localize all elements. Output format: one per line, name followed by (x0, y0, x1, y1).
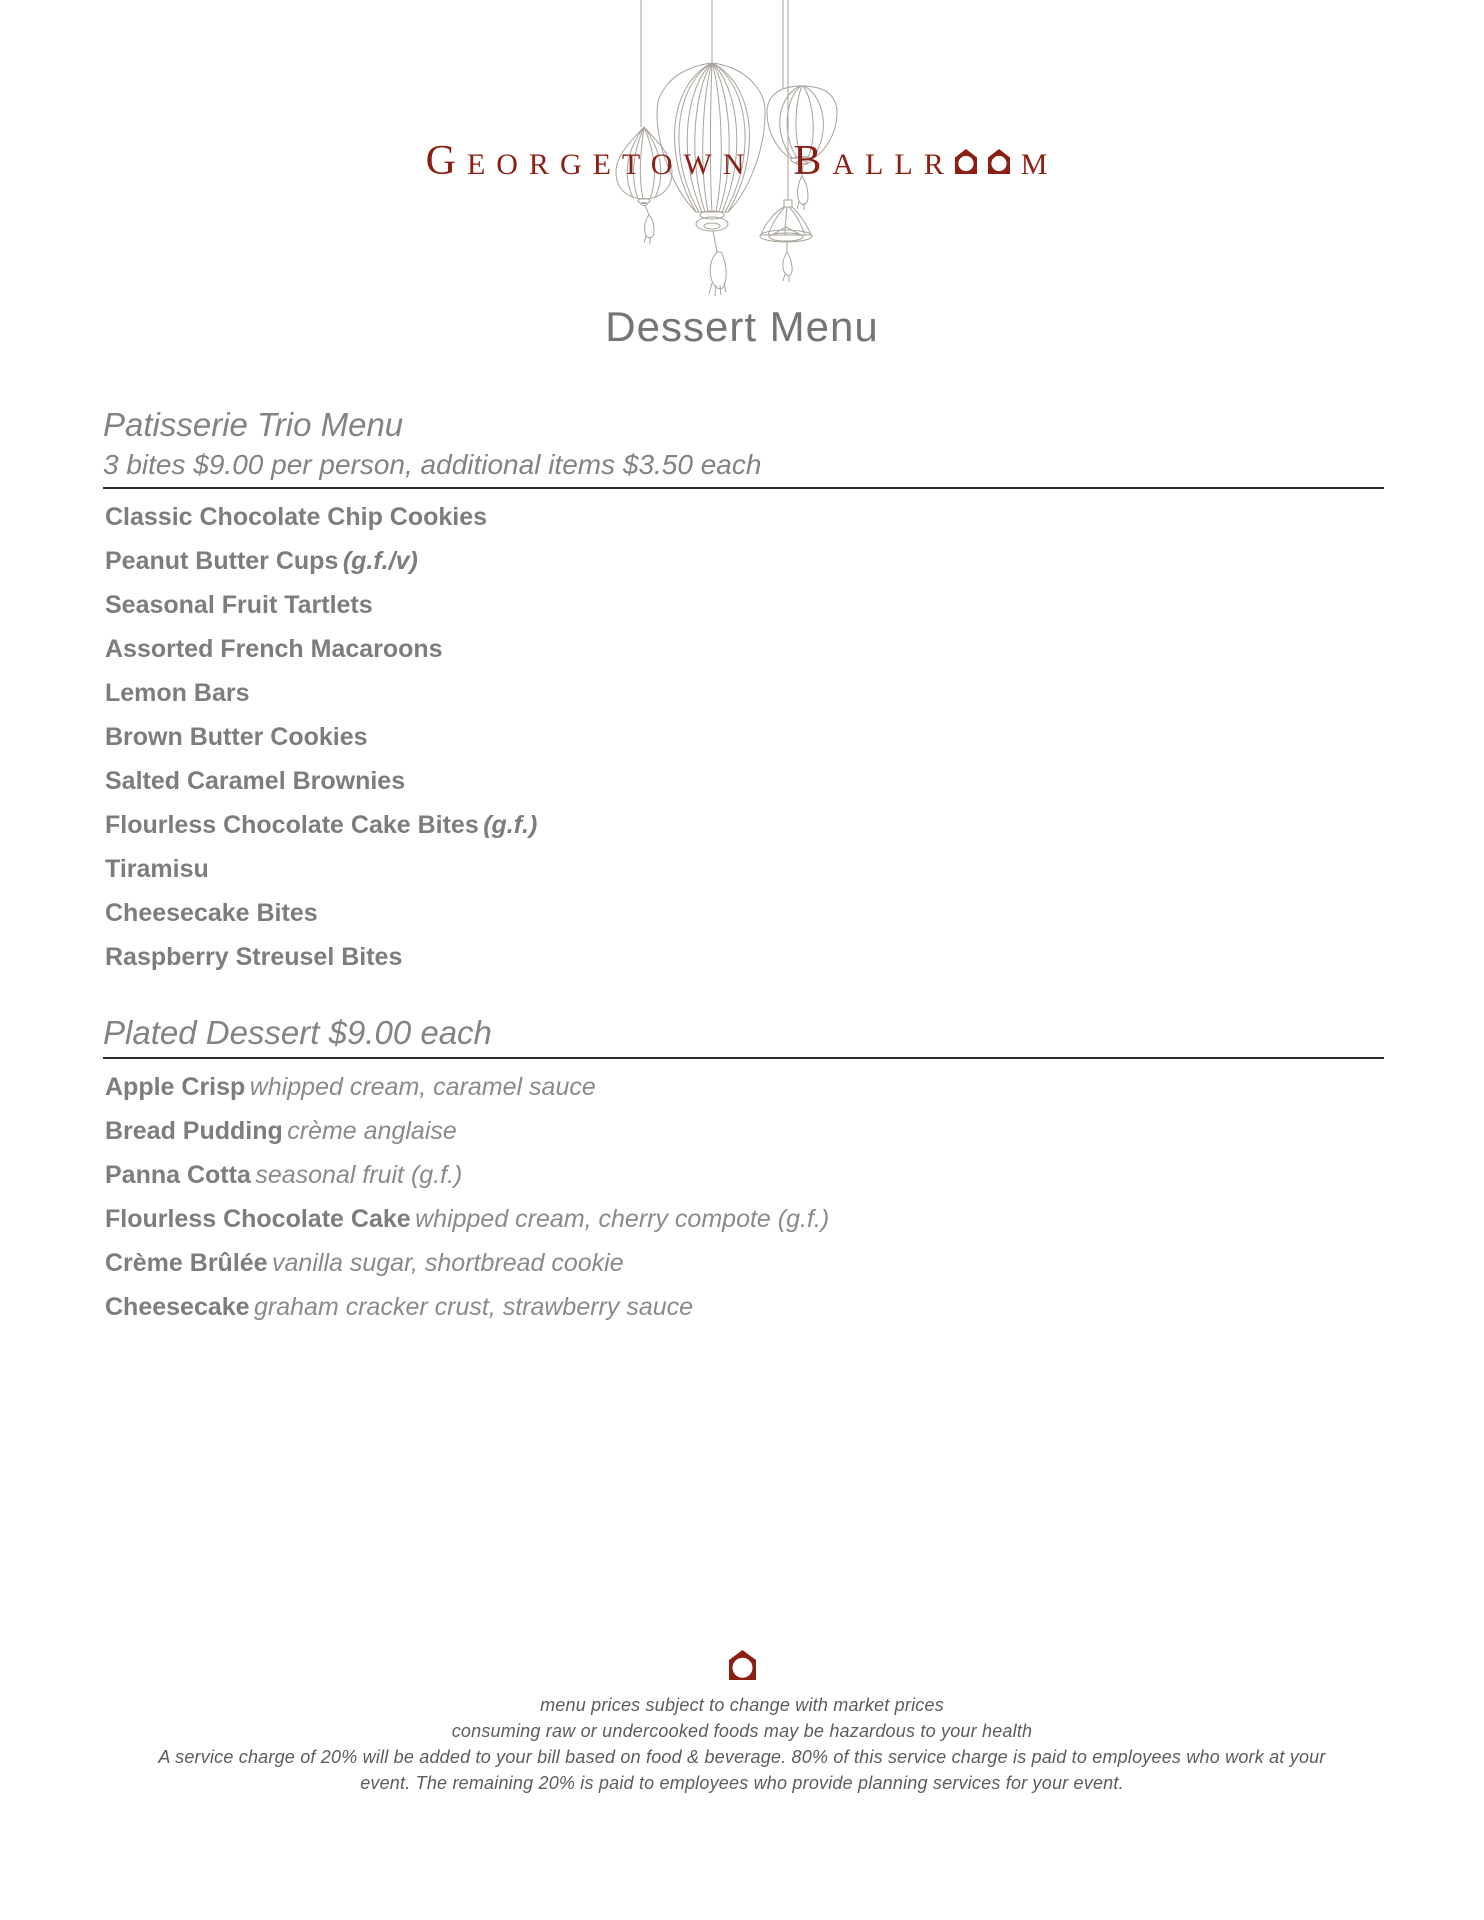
menu-item-list (105, 497, 1384, 981)
logo-word2-initial: B (793, 138, 833, 184)
section-divider (103, 1057, 1384, 1059)
menu-item-name: Panna Cotta (105, 1161, 251, 1189)
menu-item (105, 1067, 1384, 1111)
footer-disclaimer-line: menu prices subject to change with market prices (540, 1695, 944, 1715)
menu-item-description: seasonal fruit (g.f.) (255, 1161, 463, 1189)
menu-item-name: Peanut Butter Cups (105, 547, 339, 575)
menu-item-name: Seasonal Fruit Tartlets (105, 591, 373, 619)
footer-disclaimer-line: A service charge of 20% will be added to your bill based on food & beverage. 80% of this service charge is paid to employees who work at your (158, 1747, 1326, 1767)
footer-disclaimer-line: consuming raw or undercooked foods may be hazardous to your health (451, 1721, 1033, 1741)
menu-item-name: Cheesecake Bites (105, 899, 318, 927)
menu-item-name: Flourless Chocolate Cake (105, 1205, 411, 1233)
menu-item-list (105, 1067, 1384, 1331)
page-title: Dessert Menu (605, 303, 879, 350)
menu-item (105, 1111, 1384, 1155)
menu-item-name: Raspberry Streusel Bites (105, 943, 403, 971)
dietary-tag: (g.f./v) (342, 547, 418, 575)
menu-item-name: Assorted French Macaroons (105, 635, 443, 663)
menu-item (105, 1287, 1384, 1331)
section-heading: Patisserie Trio Menu (103, 406, 404, 443)
footer-disclaimer-line: event. The remaining 20% is paid to employees who provide planning services for your event. (360, 1773, 1124, 1793)
menu-item (105, 1199, 1384, 1243)
logo-word1-initial: G (425, 138, 467, 184)
dietary-tag: (g.f.) (483, 811, 538, 839)
menu-item (105, 585, 1384, 629)
menu-item (105, 1155, 1384, 1199)
logo-word2-end: M (1020, 148, 1059, 181)
menu-item-description: crème anglaise (287, 1117, 457, 1145)
logo-word1-rest: EORGETOWN (466, 148, 756, 181)
menu-item-name: Crème Brûlée (105, 1249, 268, 1277)
menu-item (105, 761, 1384, 805)
logo-georgetown-ballroom (0, 140, 1484, 182)
menu-item-name: Salted Caramel Brownies (105, 767, 406, 795)
menu-item-name: Flourless Chocolate Cake Bites (105, 811, 479, 839)
section-patisserie-trio (103, 404, 1384, 981)
menu-item-name: Cheesecake (105, 1293, 250, 1321)
menu-item (105, 1243, 1384, 1287)
menu-item (105, 673, 1384, 717)
section-heading: Plated Dessert $9.00 each (103, 1014, 492, 1051)
menu-item-description: whipped cream, caramel sauce (249, 1073, 596, 1101)
menu-item-description: graham cracker crust, strawberry sauce (254, 1293, 694, 1321)
menu-item-name: Apple Crisp (105, 1073, 246, 1101)
menu-item-name: Brown Butter Cookies (105, 723, 368, 751)
menu-item (105, 937, 1384, 981)
logo-word2-part: ALLR (832, 148, 955, 181)
menu-item-name: Tiramisu (105, 855, 209, 883)
menu-item (105, 849, 1384, 893)
menu-item (105, 893, 1384, 937)
menu-item-description: whipped cream, cherry compote (g.f.) (415, 1205, 830, 1233)
menu-item (105, 629, 1384, 673)
menu-item-description: vanilla sugar, shortbread cookie (272, 1249, 624, 1277)
menu-item (105, 497, 1384, 541)
lantern-o-icon (988, 149, 1010, 174)
footer-disclaimer (0, 1692, 1484, 1796)
section-divider (103, 487, 1384, 489)
menu-item-name: Classic Chocolate Chip Cookies (105, 503, 488, 531)
menu-item (105, 717, 1384, 761)
section-plated-dessert (103, 1012, 1384, 1331)
menu-item-name: Lemon Bars (105, 679, 250, 707)
menu-item-name: Bread Pudding (105, 1117, 283, 1145)
section-pricing: 3 bites $9.00 per person, additional items $3.50 each (103, 449, 762, 480)
menu-item (105, 805, 1384, 849)
lantern-o-icon (955, 149, 977, 174)
menu-item (105, 541, 1384, 585)
footer-lantern-house-icon (0, 1650, 1484, 1680)
